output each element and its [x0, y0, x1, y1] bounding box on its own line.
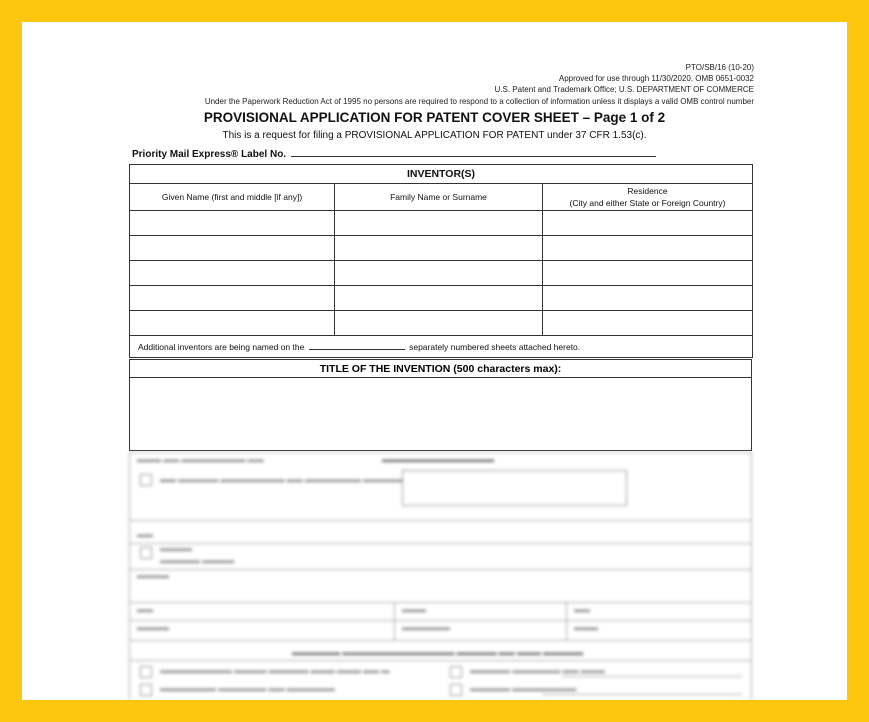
blurred-form-section: ▬▬▬ ▬▬ ▬▬▬▬▬▬▬▬ ▬▬ ▬▬▬▬▬▬▬▬▬▬▬▬▬▬ ▬▬ ▬▬▬▬▬ ▬▬▬▬▬▬▬▬ ▬▬ ▬▬▬▬▬▬▬ ▬▬▬▬▬ ▬▬ ▬▬▬▬ ▬▬▬▬▬ ▬▬▬▬ ▬▬▬▬ ▬▬ ▬▬▬ ▬▬ ▬▬▬▬ ▬▬▬▬▬▬ ▬▬▬ ▬▬▬▬▬▬ ▬▬▬▬▬▬▬▬▬▬▬▬▬▬ ▬▬▬▬▬ ▬▬ ▬▬▬ ▬▬▬▬▬ ▬▬▬▬▬▬▬▬▬ ▬▬▬▬ ▬▬▬▬▬ ▬▬▬ ▬▬▬ ▬▬ ▬ ▬▬▬▬▬ ▬▬▬▬▬▬ ▬▬ ▬▬▬ ▬▬▬▬▬▬▬ ▬▬▬▬▬▬ ▬▬ ▬▬▬▬▬▬ ▬▬▬▬▬ ▬▬▬▬▬▬▬▬ — [22, 452, 847, 700]
residence-header — [543, 184, 753, 211]
inventors-section-title: INVENTOR(S) — [130, 165, 753, 184]
residence-header-line1: Residence — [627, 186, 668, 196]
table-row — [130, 211, 753, 236]
additional-sheets-input[interactable] — [309, 341, 405, 350]
approval-notice: Approved for use through 11/30/2020. OMB 0651-0032 — [558, 74, 754, 83]
given-name-input[interactable] — [130, 211, 335, 236]
priority-mail-label: Priority Mail Express® Label No. — [132, 149, 287, 160]
given-name-input[interactable] — [130, 286, 335, 311]
table-row — [130, 311, 753, 336]
given-name-input[interactable] — [130, 261, 335, 286]
title-of-invention-label: TITLE OF THE INVENTION (500 characters max): — [130, 360, 752, 378]
form-subtitle: This is a request for filing a PROVISIONAL APPLICATION FOR PATENT under 37 CFR 1.53(c). — [222, 130, 647, 141]
residence-input[interactable] — [543, 211, 753, 236]
priority-mail-input[interactable] — [291, 147, 656, 157]
given-name-input[interactable] — [130, 311, 335, 336]
family-name-input[interactable] — [335, 236, 543, 261]
family-name-input[interactable] — [335, 286, 543, 311]
table-row — [130, 261, 753, 286]
table-row — [130, 286, 753, 311]
given-name-input[interactable] — [130, 236, 335, 261]
form-title: PROVISIONAL APPLICATION FOR PATENT COVER SHEET – Page 1 of 2 — [203, 110, 666, 125]
paperwork-notice: Under the Paperwork Reduction Act of 1995 no persons are required to respond to a collection of information unless it displays a valid OMB control number — [204, 97, 754, 106]
family-name-input[interactable] — [335, 311, 543, 336]
residence-input[interactable] — [543, 261, 753, 286]
family-name-input[interactable] — [335, 211, 543, 236]
title-of-invention-input[interactable] — [130, 378, 752, 451]
additional-inventors-prefix: Additional inventors are being named on the — [138, 342, 305, 352]
residence-input[interactable] — [543, 286, 753, 311]
residence-header-line2: (City and either State or Foreign Country) — [569, 198, 726, 208]
family-name-header: Family Name or Surname — [335, 184, 543, 211]
title-of-invention-table — [129, 359, 752, 451]
residence-input[interactable] — [543, 236, 753, 261]
form-sheet — [22, 22, 847, 700]
additional-inventors-suffix: separately numbered sheets attached hereto. — [409, 342, 581, 352]
form-number: PTO/SB/16 (10-20) — [685, 63, 754, 72]
additional-inventors-row — [130, 336, 753, 358]
family-name-input[interactable] — [335, 261, 543, 286]
residence-input[interactable] — [543, 311, 753, 336]
inventors-table — [129, 164, 753, 358]
priority-mail-row — [132, 147, 656, 160]
given-name-header: Given Name (first and middle [if any]) — [130, 184, 335, 211]
table-row — [130, 236, 753, 261]
agency-name: U.S. Patent and Trademark Office; U.S. DEPARTMENT OF COMMERCE — [494, 85, 754, 94]
